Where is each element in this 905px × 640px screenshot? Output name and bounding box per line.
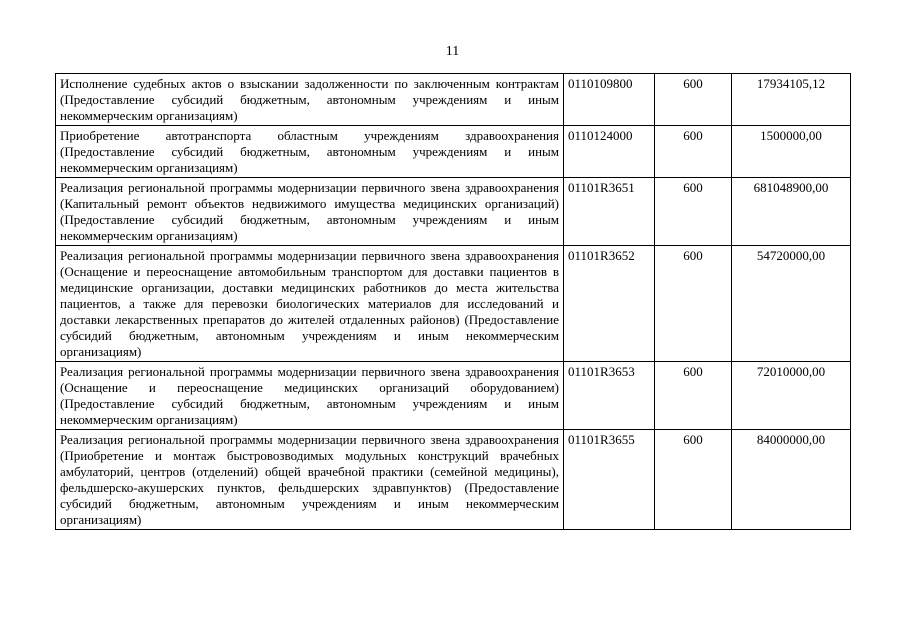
row-sum-cell: 72010000,00 xyxy=(732,362,851,430)
row-sum-cell: 1500000,00 xyxy=(732,126,851,178)
row-type-cell: 600 xyxy=(655,126,732,178)
row-code-cell: 01101R3652 xyxy=(564,246,655,362)
row-sum-cell: 84000000,00 xyxy=(732,430,851,530)
row-sum-cell: 54720000,00 xyxy=(732,246,851,362)
row-name-cell: Приобретение автотранспорта областным учреждениям здравоохранения (Предоставление субсидий бюджетным, автономным учреждениям и иным некоммерческим организациям) xyxy=(56,126,564,178)
page-number: 11 xyxy=(445,44,460,59)
row-name-cell: Реализация региональной программы модернизации первичного звена здравоохранения (Оснащение и переоснащение автомобильным транспортом для доставки пациентов в медицинские организации, доставки медицинских работников до места жительства пациентов, а также для перевозки биологических материалов для исследований и доставки лекарственных препаратов до жителей отдаленных районов) (Предоставление субсидий бюджетным, автономным учреждениям и иным некоммерческим организациям) xyxy=(56,246,564,362)
table-row xyxy=(56,362,851,430)
budget-table xyxy=(55,73,851,530)
table-row xyxy=(56,126,851,178)
row-code-cell: 0110109800 xyxy=(564,74,655,126)
table-row xyxy=(56,178,851,246)
table-row xyxy=(56,74,851,126)
row-type-cell: 600 xyxy=(655,362,732,430)
row-sum-cell: 17934105,12 xyxy=(732,74,851,126)
table-row xyxy=(56,430,851,530)
row-type-cell: 600 xyxy=(655,178,732,246)
row-name-cell: Реализация региональной программы модернизации первичного звена здравоохранения (Капитальный ремонт объектов недвижимого имущества медицинских организаций) (Предоставление субсидий бюджетным, автономным учреждениям и иным некоммерческим организациям) xyxy=(56,178,564,246)
row-code-cell: 0110124000 xyxy=(564,126,655,178)
row-name-cell: Реализация региональной программы модернизации первичного звена здравоохранения (Оснащение и переоснащение медицинских организаций оборудованием) (Предоставление субсидий бюджетным, автономным учреждениям и иным некоммерческим организациям) xyxy=(56,362,564,430)
row-type-cell: 600 xyxy=(655,430,732,530)
row-name-cell: Реализация региональной программы модернизации первичного звена здравоохранения (Приобретение и монтаж быстровозводимых модульных конструкций врачебных амбулаторий, центров (отделений) общей врачебной практики (семейной медицины), фельдшерско-акушерских пунктов, фельдшерских здравпунктов) (Предоставление субсидий бюджетным, автономным учреждениям и иным некоммерческим организациям) xyxy=(56,430,564,530)
table-row xyxy=(56,246,851,362)
row-sum-cell: 681048900,00 xyxy=(732,178,851,246)
row-code-cell: 01101R3653 xyxy=(564,362,655,430)
row-code-cell: 01101R3651 xyxy=(564,178,655,246)
row-code-cell: 01101R3655 xyxy=(564,430,655,530)
row-type-cell: 600 xyxy=(655,246,732,362)
row-type-cell: 600 xyxy=(655,74,732,126)
row-name-cell: Исполнение судебных актов о взыскании задолженности по заключенным контрактам (Предоставление субсидий бюджетным, автономным учреждениям и иным некоммерческим организациям) xyxy=(56,74,564,126)
